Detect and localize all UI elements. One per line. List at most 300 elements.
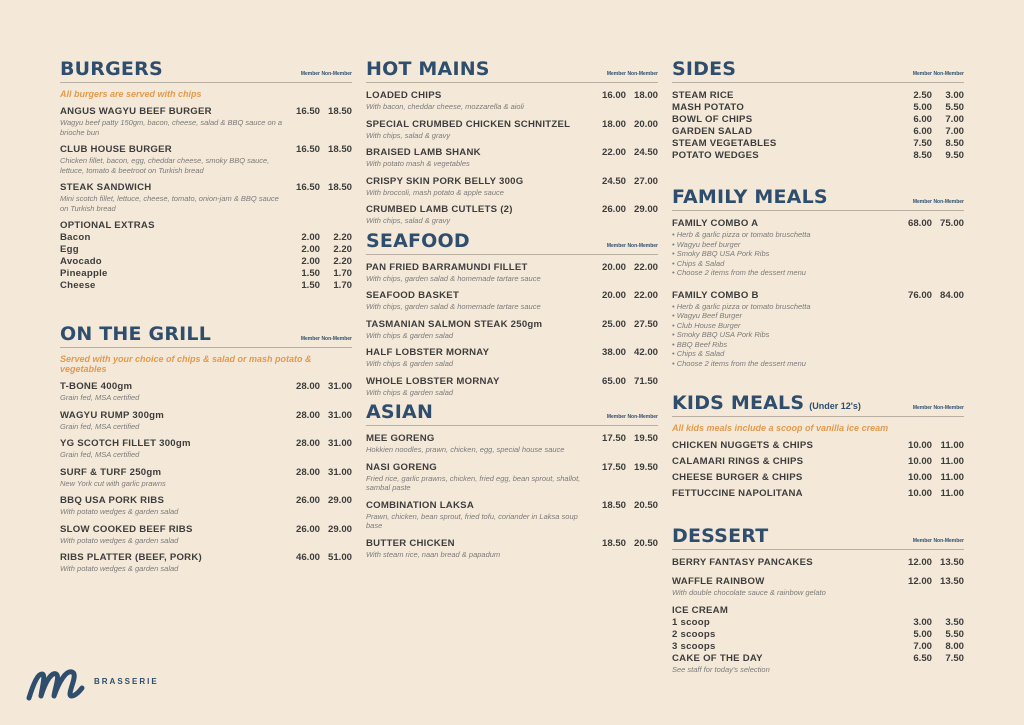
item-name: Avocado xyxy=(60,256,102,267)
non-member-price: 75.00 xyxy=(939,218,964,229)
extra-item xyxy=(60,232,352,244)
section-note: All burgers are served with chips xyxy=(60,89,202,99)
bullet-line: • Wagyu Beef Burger xyxy=(672,311,743,320)
section-title: SIDES xyxy=(672,58,737,80)
item-name: CALAMARI RINGS & CHIPS xyxy=(672,456,804,467)
menu-section-sides xyxy=(672,57,964,162)
non-member-price: 18.00 xyxy=(633,90,658,101)
menu-item xyxy=(672,290,964,369)
menu-item xyxy=(366,462,658,493)
section-header xyxy=(672,57,964,83)
member-price: 76.00 xyxy=(907,289,932,301)
item-name: 1 scoop xyxy=(672,616,711,628)
item-row xyxy=(672,641,964,653)
member-price: 2.00 xyxy=(301,244,320,255)
extras-title: ICE CREAM xyxy=(672,604,729,616)
item-row xyxy=(60,410,352,422)
item-row xyxy=(366,462,658,474)
item-description: With chips & garden salad xyxy=(366,330,454,340)
item-name: LOADED CHIPS xyxy=(366,90,442,101)
item-description: New York cut with garlic prawns xyxy=(60,478,166,488)
bullet-line: • Choose 2 items from the dessert menu xyxy=(672,268,806,277)
bullet-line: • Choose 2 items from the dessert menu xyxy=(672,358,806,368)
item-name: WAFFLE RAINBOW xyxy=(672,576,765,587)
menu-item xyxy=(366,433,658,455)
member-price: 16.50 xyxy=(295,182,320,193)
item-name: COMBINATION LAKSA xyxy=(366,499,474,511)
item-row xyxy=(60,467,352,479)
item-description: Fried rice, garlic prawns, chicken, fried egg, bean sprout, shallot, sambal paste xyxy=(366,473,581,492)
item-description: Grain fed, MSA certified xyxy=(60,393,140,402)
member-price: 20.00 xyxy=(601,261,626,273)
section-header xyxy=(60,57,352,83)
non-member-price: 18.50 xyxy=(327,144,352,155)
item-description: Hokkien noodles, prawn, chicken, egg, special house sauce xyxy=(366,445,565,454)
bullet-line: • Smoky BBQ USA Pork Ribs xyxy=(672,330,770,339)
menu-item xyxy=(366,90,658,112)
item-name: 2 scoops xyxy=(672,628,716,640)
item-description: With potato wedges & garden salad xyxy=(60,507,179,516)
bullet-line: • Chips & Salad xyxy=(672,258,725,268)
member-price: 17.50 xyxy=(601,433,626,444)
bullet-line: • Herb & garlic pizza or tomato bruschetta xyxy=(672,230,811,239)
item-name: SURF & TURF 250gm xyxy=(60,466,162,478)
item-name: BRAISED LAMB SHANK xyxy=(366,147,481,158)
section-title: DESSERT xyxy=(672,525,769,547)
item-name: CAKE OF THE DAY xyxy=(672,652,763,664)
menu-column-1 xyxy=(60,57,352,574)
menu-section-on-the-grill xyxy=(60,322,352,574)
menu-item xyxy=(672,150,964,162)
non-member-price: 31.00 xyxy=(327,466,352,478)
section-title: FAMILY MEALS xyxy=(672,186,828,208)
item-row xyxy=(60,524,352,536)
member-price: 26.00 xyxy=(601,204,626,215)
member-label: Member xyxy=(300,336,320,342)
price-column-labels xyxy=(900,405,964,411)
item-row xyxy=(60,244,352,256)
member-price: 6.00 xyxy=(913,114,932,125)
menu-item xyxy=(366,290,658,312)
extra-item xyxy=(672,653,964,675)
item-name: BBQ USA PORK RIBS xyxy=(60,495,165,506)
non-member-price: 8.50 xyxy=(945,138,964,149)
brand-name: BRASSERIE xyxy=(94,677,159,686)
non-member-label: Non-Member xyxy=(933,538,964,544)
item-name: GARDEN SALAD xyxy=(672,126,753,137)
non-member-price: 18.50 xyxy=(327,106,352,117)
item-row xyxy=(366,347,658,359)
non-member-price: 20.00 xyxy=(633,118,658,130)
non-member-price: 42.00 xyxy=(633,347,658,358)
item-description: With broccoli, mash potato & apple sauce xyxy=(366,187,504,197)
non-member-label: Non-Member xyxy=(627,242,658,249)
menu-section-family-meals xyxy=(672,185,964,368)
member-price: 22.00 xyxy=(601,147,626,158)
member-price: 12.00 xyxy=(907,576,932,587)
menu-section-dessert xyxy=(672,524,964,674)
member-price: 5.00 xyxy=(913,628,932,640)
item-name: PAN FRIED BARRAMUNDI FILLET xyxy=(366,261,528,273)
item-name: YG SCOTCH FILLET 300gm xyxy=(60,438,191,449)
menu-item xyxy=(366,376,658,398)
section-subtitle: (Under 12's) xyxy=(809,401,861,411)
menu-item xyxy=(672,472,964,484)
item-row xyxy=(60,256,352,268)
item-description: With bacon, cheddar cheese, mozzarella & aioli xyxy=(366,102,524,111)
non-member-price: 1.70 xyxy=(333,268,352,279)
section-header xyxy=(366,400,658,426)
member-price: 24.50 xyxy=(601,175,626,187)
m-script-logo-icon xyxy=(26,662,88,702)
item-description: With potato wedges & garden salad xyxy=(60,535,179,545)
bullet-line: • Herb & garlic pizza or tomato bruschetta xyxy=(672,301,811,311)
item-name: HALF LOBSTER MORNAY xyxy=(366,347,490,358)
price-column-labels xyxy=(900,199,964,205)
menu-item xyxy=(366,262,658,284)
price-column-labels xyxy=(594,243,658,249)
member-label: Member xyxy=(606,71,626,77)
item-name: STEAK SANDWICH xyxy=(60,182,152,193)
menu-item xyxy=(60,381,352,403)
non-member-price: 29.00 xyxy=(327,495,352,506)
member-price: 16.50 xyxy=(295,106,320,117)
member-price: 10.00 xyxy=(907,472,932,483)
member-price: 18.00 xyxy=(601,118,626,130)
section-title: ON THE GRILL xyxy=(60,323,212,345)
non-member-price: 3.50 xyxy=(945,616,964,628)
extra-item xyxy=(60,244,352,256)
extra-item xyxy=(60,256,352,268)
bullet-line: • Smoky BBQ USA Pork Ribs xyxy=(672,249,770,258)
non-member-price: 8.00 xyxy=(945,640,964,652)
brand-logo xyxy=(26,662,159,702)
section-title: BURGERS xyxy=(60,58,163,80)
member-label: Member xyxy=(912,71,932,77)
member-price: 17.50 xyxy=(601,461,626,473)
non-member-price: 29.00 xyxy=(633,204,658,215)
section-header xyxy=(672,391,964,417)
item-row xyxy=(672,290,964,302)
menu-item xyxy=(672,126,964,138)
item-row xyxy=(366,176,658,188)
item-name: SPECIAL CRUMBED CHICKEN SCHNITZEL xyxy=(366,118,571,130)
section-header xyxy=(672,185,964,211)
menu-column-3 xyxy=(672,57,964,674)
menu-item xyxy=(60,106,352,137)
item-row xyxy=(60,280,352,292)
item-name: 3 scoops xyxy=(672,640,716,652)
non-member-price: 19.50 xyxy=(633,461,658,473)
member-price: 7.00 xyxy=(913,640,932,652)
member-label: Member xyxy=(606,414,626,420)
section-title: ASIAN xyxy=(366,401,434,423)
section-note: All kids meals include a scoop of vanilla ice cream xyxy=(672,423,889,433)
item-row xyxy=(60,552,352,564)
menu-item xyxy=(672,138,964,150)
menu-item xyxy=(366,500,658,531)
item-description: Wagyu beef patty 150gm, bacon, cheese, salad & BBQ sauce on a brioche bun xyxy=(60,118,283,137)
item-row xyxy=(366,376,658,388)
item-row xyxy=(366,500,658,512)
member-price: 26.00 xyxy=(295,495,320,506)
item-name: BOWL OF CHIPS xyxy=(672,114,753,125)
item-row xyxy=(366,538,658,550)
non-member-price: 5.50 xyxy=(945,628,964,640)
item-description: With steam rice, naan bread & papadum xyxy=(366,549,501,559)
non-member-price: 31.00 xyxy=(327,438,352,449)
non-member-price: 20.50 xyxy=(633,537,658,549)
section-header xyxy=(366,229,658,255)
member-price: 3.00 xyxy=(913,616,932,628)
item-description: Grain fed, MSA certified xyxy=(60,450,140,459)
section-header xyxy=(60,322,352,348)
item-row xyxy=(60,438,352,450)
item-description: Chicken fillet, bacon, egg, cheddar cheese, smoky BBQ sauce, lettuce, tomato & beetroot on Turkish bread xyxy=(60,156,270,175)
item-name: SEAFOOD BASKET xyxy=(366,290,460,301)
item-row xyxy=(366,147,658,159)
member-price: 2.00 xyxy=(301,232,320,243)
item-name: T-BONE 400gm xyxy=(60,381,133,392)
item-name: WAGYU RUMP 300gm xyxy=(60,409,165,421)
item-row xyxy=(366,204,658,216)
item-name: BUTTER CHICKEN xyxy=(366,537,455,549)
item-name: FETTUCCINE NAPOLITANA xyxy=(672,488,803,499)
item-description: With chips, garden salad & homemade tartare sauce xyxy=(366,302,541,311)
non-member-price: 7.50 xyxy=(945,652,964,664)
non-member-price: 11.00 xyxy=(940,472,964,483)
item-name: CRUMBED LAMB CUTLETS (2) xyxy=(366,204,513,215)
price-column-labels xyxy=(900,538,964,544)
member-price: 38.00 xyxy=(601,347,626,358)
extra-item xyxy=(672,629,964,641)
item-name: WHOLE LOBSTER MORNAY xyxy=(366,375,500,387)
extra-item xyxy=(672,617,964,629)
item-row xyxy=(672,576,964,588)
item-row xyxy=(366,290,658,302)
extra-item xyxy=(60,280,352,292)
item-name: NASI GORENG xyxy=(366,461,437,473)
menu-item xyxy=(672,440,964,452)
menu-item xyxy=(672,90,964,102)
menu-item xyxy=(366,319,658,341)
member-price: 1.50 xyxy=(301,268,320,279)
non-member-price: 3.00 xyxy=(945,90,964,101)
item-name: Pineapple xyxy=(60,268,108,279)
member-price: 10.00 xyxy=(907,440,932,451)
price-column-labels xyxy=(594,71,658,77)
menu-item xyxy=(60,467,352,489)
item-row xyxy=(60,268,352,280)
item-name: CRISPY SKIN PORK BELLY 300G xyxy=(366,175,524,187)
non-member-price: 27.00 xyxy=(633,175,658,187)
item-name: Bacon xyxy=(60,232,91,243)
non-member-price: 31.00 xyxy=(327,381,352,392)
member-price: 18.50 xyxy=(601,499,626,511)
menu-item xyxy=(60,552,352,574)
non-member-price: 2.20 xyxy=(333,244,352,255)
non-member-price: 2.20 xyxy=(333,232,352,243)
member-price: 5.00 xyxy=(913,102,932,113)
member-label: Member xyxy=(912,538,932,544)
member-price: 6.50 xyxy=(913,652,932,664)
menu-item xyxy=(60,144,352,175)
item-name: CHICKEN NUGGETS & CHIPS xyxy=(672,440,814,451)
item-row xyxy=(672,90,964,102)
price-column-labels xyxy=(594,414,658,420)
menu-item xyxy=(366,204,658,226)
item-row xyxy=(60,182,352,194)
price-column-labels xyxy=(288,336,352,342)
item-description: With chips, salad & gravy xyxy=(366,216,451,225)
non-member-price: 13.50 xyxy=(939,557,964,568)
non-member-price: 22.00 xyxy=(633,290,658,301)
item-row xyxy=(60,144,352,156)
non-member-price: 19.50 xyxy=(633,433,658,444)
member-price: 16.00 xyxy=(601,90,626,101)
member-price: 28.00 xyxy=(295,409,320,421)
member-price: 65.00 xyxy=(601,375,626,387)
item-description: Mini scotch fillet, lettuce, cheese, tomato, onion-jam & BBQ sauce on Turkish bread xyxy=(60,194,279,213)
item-name: MASH POTATO xyxy=(672,102,745,113)
item-row xyxy=(672,557,964,569)
item-row xyxy=(672,456,964,468)
item-name: BERRY FANTASY PANCAKES xyxy=(672,557,813,568)
member-price: 68.00 xyxy=(907,218,932,229)
non-member-price: 11.00 xyxy=(940,456,964,467)
item-row xyxy=(672,488,964,500)
menu-column-2 xyxy=(366,57,658,559)
member-price: 12.00 xyxy=(907,557,932,568)
menu-section-asian xyxy=(366,400,658,559)
member-price: 7.50 xyxy=(913,138,932,149)
non-member-price: 1.70 xyxy=(333,280,352,291)
item-name: Cheese xyxy=(60,280,96,291)
member-price: 28.00 xyxy=(295,466,320,478)
item-description: With chips & garden salad xyxy=(366,359,454,368)
item-row xyxy=(672,440,964,452)
menu-item xyxy=(672,557,964,569)
non-member-price: 9.50 xyxy=(945,150,964,161)
item-bullets xyxy=(672,230,964,278)
bullet-line: • Wagyu beef burger xyxy=(672,239,741,249)
section-title: HOT MAINS xyxy=(366,58,490,80)
non-member-label: Non-Member xyxy=(627,71,658,77)
member-price: 10.00 xyxy=(907,456,932,467)
menu-item xyxy=(672,576,964,598)
item-name: CHEESE BURGER & CHIPS xyxy=(672,472,803,483)
member-label: Member xyxy=(300,71,320,77)
member-price: 10.00 xyxy=(907,488,932,499)
section-header xyxy=(366,57,658,83)
menu-item xyxy=(672,218,964,278)
member-price: 20.00 xyxy=(601,290,626,301)
section-header xyxy=(672,524,964,550)
item-row xyxy=(60,232,352,244)
item-description: With chips, salad & gravy xyxy=(366,130,451,140)
non-member-label: Non-Member xyxy=(321,336,352,342)
section-title: KIDS MEALS xyxy=(672,392,805,414)
menu-item xyxy=(672,456,964,468)
member-price: 18.50 xyxy=(601,537,626,549)
member-price: 6.00 xyxy=(913,126,932,137)
item-row xyxy=(366,119,658,131)
menu-item xyxy=(366,538,658,560)
item-row xyxy=(672,653,964,665)
member-price: 25.00 xyxy=(601,318,626,330)
menu-item xyxy=(60,182,352,213)
item-description: With chips & garden salad xyxy=(366,387,454,397)
price-column-labels xyxy=(900,71,964,77)
item-row xyxy=(672,150,964,162)
bullet-line: • Chips & Salad xyxy=(672,349,725,358)
item-row xyxy=(672,126,964,138)
item-name: CLUB HOUSE BURGER xyxy=(60,144,172,155)
menu-item xyxy=(60,495,352,517)
menu-item xyxy=(60,438,352,460)
non-member-price: 18.50 xyxy=(327,182,352,193)
item-row xyxy=(366,319,658,331)
member-price: 16.50 xyxy=(295,144,320,155)
item-description: With potato wedges & garden salad xyxy=(60,564,179,573)
item-name: POTATO WEDGES xyxy=(672,150,759,161)
menu-item xyxy=(672,114,964,126)
non-member-price: 13.50 xyxy=(939,576,964,587)
item-bullets xyxy=(672,302,964,369)
extra-item xyxy=(60,268,352,280)
item-row xyxy=(672,617,964,629)
non-member-price: 7.00 xyxy=(945,114,964,125)
member-price: 46.00 xyxy=(295,552,320,563)
item-description: With double chocolate sauce & rainbow gelato xyxy=(672,588,826,597)
non-member-label: Non-Member xyxy=(933,71,964,77)
menu-section-hot-mains xyxy=(366,57,658,226)
non-member-price: 11.00 xyxy=(940,440,964,451)
menu-item xyxy=(60,524,352,546)
member-price: 1.50 xyxy=(301,280,320,291)
non-member-price: 27.50 xyxy=(633,318,658,330)
non-member-label: Non-Member xyxy=(933,199,964,205)
non-member-price: 51.00 xyxy=(327,552,352,563)
menu-item xyxy=(672,102,964,114)
member-price: 28.00 xyxy=(295,381,320,392)
bullet-line: • Club House Burger xyxy=(672,320,741,330)
item-name: RIBS PLATTER (BEEF, PORK) xyxy=(60,552,202,563)
member-price: 28.00 xyxy=(295,438,320,449)
non-member-price: 22.00 xyxy=(633,261,658,273)
item-row xyxy=(60,495,352,507)
member-label: Member xyxy=(912,199,932,205)
item-description: See staff for today's selection xyxy=(672,664,770,674)
member-label: Member xyxy=(912,405,932,411)
item-row xyxy=(672,102,964,114)
item-row xyxy=(672,114,964,126)
non-member-price: 11.00 xyxy=(940,488,964,499)
bullet-line: • BBQ Beef Ribs xyxy=(672,339,728,349)
item-name: TASMANIAN SALMON STEAK 250gm xyxy=(366,318,543,330)
item-row xyxy=(672,218,964,230)
item-row xyxy=(60,381,352,393)
non-member-price: 20.50 xyxy=(633,499,658,511)
menu-item xyxy=(366,119,658,141)
item-row xyxy=(366,262,658,274)
menu-item xyxy=(672,488,964,500)
non-member-label: Non-Member xyxy=(627,414,658,420)
member-price: 2.50 xyxy=(913,90,932,101)
member-price: 2.00 xyxy=(301,256,320,267)
menu-item xyxy=(60,410,352,432)
item-description: Prawn, chicken, bean sprout, fried tofu, coriander in Laksa soup base xyxy=(366,511,578,530)
